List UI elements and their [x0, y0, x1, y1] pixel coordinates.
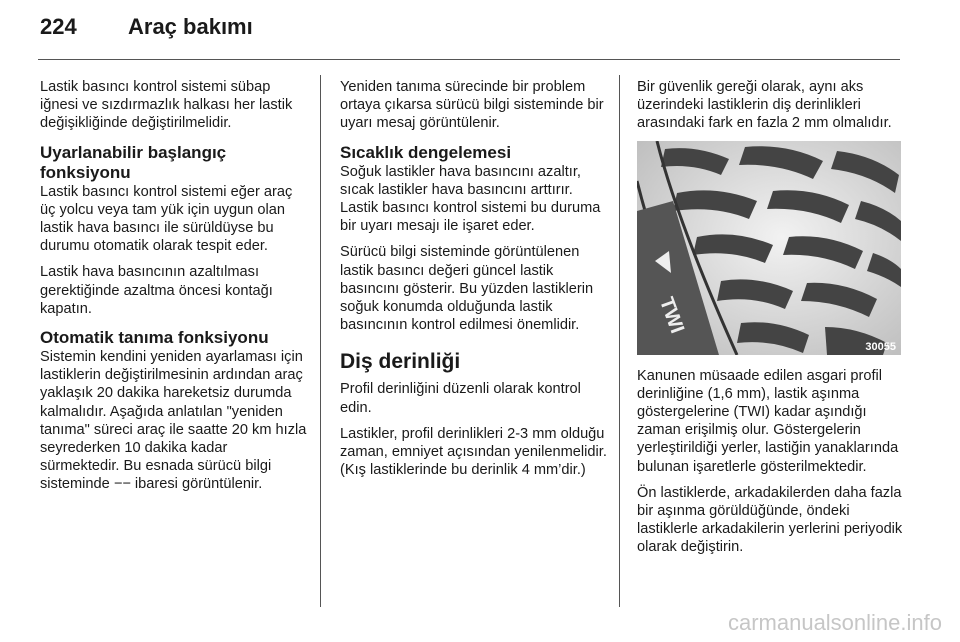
twi-label: TWI	[654, 293, 689, 336]
column-3	[637, 78, 905, 565]
column-1	[40, 78, 308, 502]
axle-difference-paragraph: Bir güvenlik gereği olarak, aynı aks üzerindeki lastiklerin diş derinlikleri arasındaki fark en fazla 2 mm olmalıdır.	[637, 79, 892, 132]
auto-recognition-text: Sistemin kendini yeniden ayarlaması için lastiklerin değiştirilmesinin ardından araç yaklaşık 20 dakika hareketsiz durumda kalmalıdır. Aşağıda anlatılan "yeniden tanıma" süreci araç ile saatte 20 km hızla seyrederken 10 dakika kadar sürmektedir. Bu esnada sürücü bilgi sisteminde	[40, 349, 307, 493]
dash-symbol: −−	[113, 476, 131, 493]
column-2	[340, 78, 608, 487]
page-number: 224	[40, 14, 77, 39]
tire-tread-figure	[637, 141, 901, 355]
rotation-paragraph: Ön lastiklerde, arkadakilerden daha fazla bir aşınma görüldüğünde, öndeki lastiklerle arkadakilerin yerlerini periyodik olarak değiştirin.	[637, 484, 903, 556]
column-divider-2	[619, 75, 620, 607]
auto-recognition-text-end: ibaresi görüntülenir.	[130, 476, 263, 493]
valve-paragraph: Lastik basıncı kontrol sistemi sübap iğnesi ve sızdırmazlık halkası her lastik değişikliğinde değiştirilmelidir.	[40, 79, 293, 132]
column-divider-1	[320, 75, 321, 607]
page-title: Araç bakımı	[128, 14, 253, 39]
header-rule	[38, 59, 900, 60]
temperature-paragraph-2: Sürücü bilgi sisteminde görüntülenen lastik basıncı değeri güncel lastik basıncını gösterir. Bu yüzden lastiklerin soğuk konumda olduğunda lastik basıncının kontrol edilmesi önemlidir.	[340, 244, 594, 334]
auto-recognition-paragraph	[40, 348, 308, 494]
temperature-paragraph-1: Soğuk lastikler hava basıncını azaltır, sıcak lastikler hava basıncını arttırır. Lastik basıncı kontrol sistemi bu duruma bir uyarı mesajı ile işaret eder.	[340, 163, 601, 235]
tire-tread-illustration	[637, 141, 901, 355]
tread-depth-paragraph-2: Lastikler, profil derinlikleri 2-3 mm olduğu zaman, emniyet açısından yenilenmelidir. (Kış lastiklerinde bu derinlik 4 mm’dir.)	[340, 425, 607, 479]
figure-code: 30055	[865, 340, 896, 353]
tread-depth-heading: Diş derinliği	[340, 350, 461, 374]
tread-depth-paragraph-1: Profil derinliğini düzenli olarak kontrol edin.	[340, 381, 581, 416]
watermark: carmanualsonline.info	[727, 610, 942, 635]
adjustable-paragraph-1: Lastik basıncı kontrol sistemi eğer araç üç yolcu veya tam yük için uygun olan lastik hava basıncı ile sürüldüyse bu durumu otomatik olarak tespit eder.	[40, 183, 293, 255]
auto-recognition-heading: Otomatik tanıma fonksiyonu	[40, 328, 269, 348]
temperature-heading: Sıcaklık dengelemesi	[340, 142, 512, 162]
relearn-paragraph: Yeniden tanıma sürecinde bir problem ortaya çıkarsa sürücü bilgi sisteminde bir uyarı mesaj görüntülenir.	[340, 79, 604, 132]
legal-minimum-paragraph: Kanunen müsaade edilen asgari profil derinliğine (1,6 mm), lastik aşınma göstergelerine (TWI) kadar aşındığı zaman erişilmiş olur. Göstergelerin yerleştirildiği yerler, lastiğin yanaklarında bulunan işaretlerle gösterilmektedir.	[637, 367, 899, 475]
adjustable-start-heading: Uyarlanabilir başlangıç fonksiyonu	[40, 142, 227, 182]
adjustable-paragraph-2: Lastik hava basıncının azaltılması gerektiğinde azaltma öncesi kontağı kapatın.	[40, 264, 273, 317]
